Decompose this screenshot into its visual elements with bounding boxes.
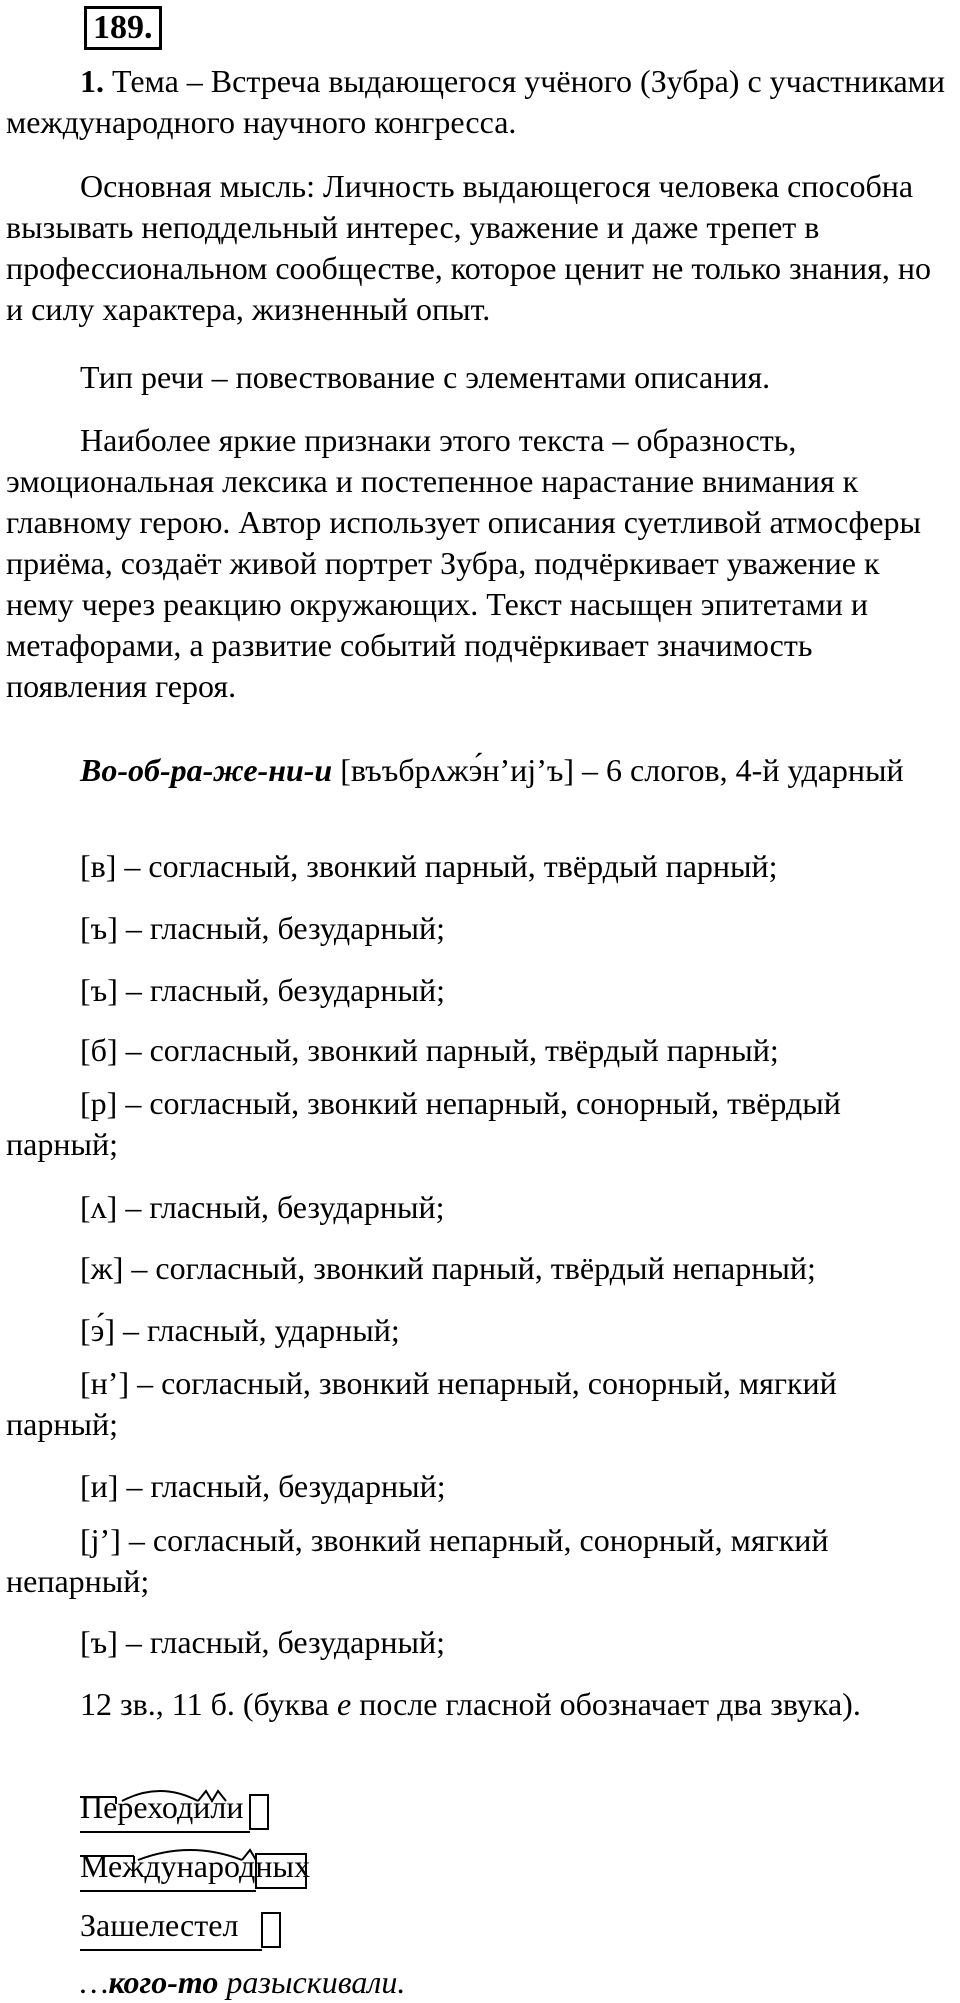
paragraph-features: Наиболее яркие признаки этого текста – образность, эмоциональная лексика и постепенное нарастание внимания к главному герою. Автор использует описания суетливой атмосферы приёма, создаёт живой портрет Зубра, подчёркивает уважение к нему через реакцию окружающих. Текст насыщен эпитетами и метафорами, а развитие событий подчёркивает значимость появления героя. — [6, 422, 921, 704]
ending-box — [250, 1795, 268, 1829]
sound-letter-summary: 12 зв., 11 б. (буква е после гласной обозначает два звука). — [80, 1686, 861, 1722]
sound-line: [б] – согласный, звонкий парный, твёрдый парный; — [80, 1032, 779, 1068]
exercise-number: 189 — [93, 9, 144, 46]
final-line: …кого-то разыскивали. — [80, 1964, 406, 2000]
sound-line: [ъ] – гласный, безударный; — [80, 910, 446, 946]
sound-line: [ʌ] – гласный, безударный; — [80, 1189, 445, 1225]
item-number: 1. — [80, 63, 104, 99]
sound-line: [и] – гласный, безударный; — [80, 1468, 446, 1504]
sound-line: [э́] – гласный, ударный; — [80, 1312, 400, 1348]
pronoun-bold: кого-то — [108, 1964, 219, 2000]
letter-e: е — [337, 1686, 352, 1722]
paragraph-speech-type: Тип речи – повествование с элементами описания. — [80, 359, 771, 395]
verb-italic: разыскивали. — [218, 1964, 406, 2000]
morpheme-word: Переходили — [80, 1789, 244, 1825]
sound-line: [ъ] – гласный, безударный; — [80, 1624, 446, 1660]
ending-box — [262, 1913, 280, 1947]
morpheme-word-3 — [80, 1905, 238, 1946]
sound-line: [ж] – согласный, звонкий парный, твёрдый непарный; — [80, 1250, 816, 1286]
syllable-split-word: Во-об-ра-же-ни-и — [80, 752, 333, 788]
morpheme-word: Зашелестел — [80, 1907, 239, 1943]
phonetic-analysis-header — [6, 750, 954, 791]
sound-line: [н’] – согласный, звонкий непарный, сонорный, мягкий парный; — [6, 1365, 837, 1442]
sound-line: [в] – согласный, звонкий парный, твёрдый парный; — [80, 848, 778, 884]
paragraph-main-idea: Основная мысль: Личность выдающегося человека способна вызывать неподдельный интерес, уважение и даже трепет в профессиональном сообществе, которое ценит не только знания, но и силу характера, жизненный опыт. — [6, 168, 931, 327]
morpheme-word: Международных — [80, 1848, 310, 1884]
sound-line: [р] – согласный, звонкий непарный, сонорный, твёрдый парный; — [6, 1085, 841, 1162]
morpheme-word-1 — [80, 1787, 243, 1828]
morpheme-word-2 — [80, 1846, 310, 1887]
sound-line: [j’] – согласный, звонкий непарный, сонорный, мягкий непарный; — [6, 1522, 829, 1599]
paragraph-topic: 1. Тема – Встреча выдающегося учёного (Зубра) с участниками международного научного конгресса. — [6, 63, 946, 140]
sound-line: [ъ] – гласный, безударный; — [80, 972, 446, 1008]
exercise-number-box: 189. — [84, 6, 162, 50]
transcription: [въъбрʌжэ́н’иj’ъ] – 6 слогов, 4-й ударный — [332, 752, 904, 788]
